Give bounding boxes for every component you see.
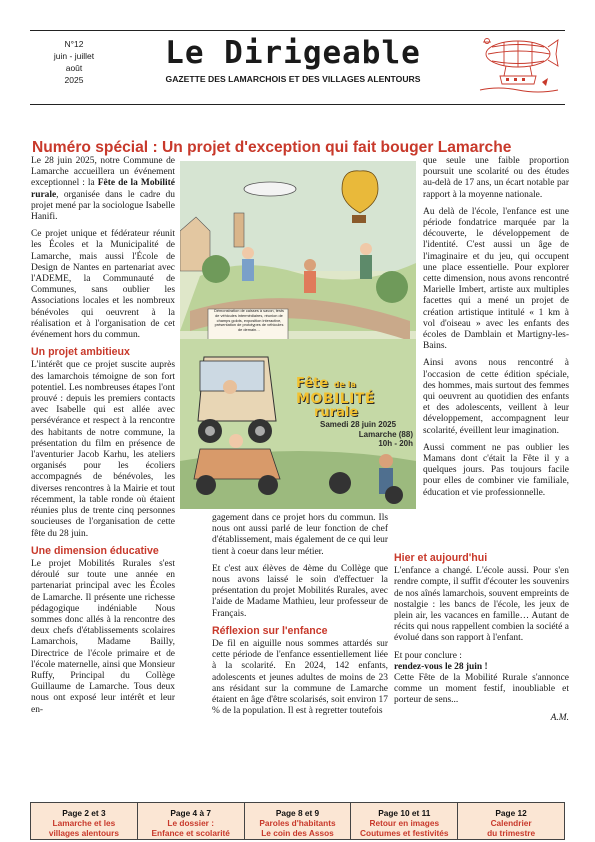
paragraph: que seule une faible proportion poursuit une scolarité ou des études au-delà de 17 ans, un écart notable par rapport à la moyenne nationale. (423, 156, 569, 200)
newspaper-title: Le Dirigeable (165, 35, 421, 71)
contents-pages: Page 12 (495, 808, 527, 818)
intro-text-b: , organisée dans le cadre du projet mené par la sociologue Isabelle Hanifi. (31, 189, 175, 223)
contents-title: Enfance et scolarité (151, 828, 230, 838)
section-heading-ambitieux: Un projet ambitieux (31, 346, 130, 359)
contents-item[interactable] (31, 803, 137, 839)
rendezvous-bold: rendez-vous le 28 juin ! (394, 661, 488, 672)
poster-date: Samedi 28 juin 2025 (320, 420, 397, 429)
contents-title: Retour en images (369, 818, 440, 828)
issue-year: 2025 (64, 75, 84, 85)
contents-title: du trimestre (487, 828, 536, 838)
airship-logo (478, 30, 560, 98)
issue-month2: août (65, 63, 83, 73)
paragraph: Ce projet unique et fédérateur réunit les Écoles et la Municipalité de Lamarche, mais aussi l'École de Design de Nantes en partenariat avec l'ADEME, la Communauté de Communes, sans oublier les Associations locales et les nombreux bénévoles qui oeuvrent à la réalisation et à l'organisation de cet événement hors du commun. (31, 229, 175, 341)
poster-event-details (320, 420, 416, 449)
section-heading-reflexion: Réflexion sur l'enfance (212, 624, 328, 637)
contents-title: Le dossier : (167, 818, 214, 828)
contents-item[interactable] (457, 803, 564, 839)
paragraph: L'enfance a changé. L'école aussi. Pour s'en rendre compte, il suffit d'écouter les souvenirs de nos aînés lamarchois, souvent empreints de nostalgie : les bancs de l'école, les jeux de plein air, les vacances en famille… Autant de récits qui nous rappellent combien la société a évolué dans son rapport à l'enfant. (394, 566, 569, 644)
paragraph-bold (394, 662, 569, 673)
contents-item[interactable] (244, 803, 351, 839)
contents-title: Coutumes et festivités (360, 828, 449, 838)
paragraph: Le projet Mobilités Rurales s'est déroulé sur toute une année en partenariat principal avec les Écoles de Lamarche. Il présente une richesse pédagogique indéniable Nous sommes donc allés à la rencontre des deux chefs d'établissements scolaires Lamarchois, Madame Bailly, Directrice de l'école primaire et de l'école maternelle, ainsi que Monsieur Ruffy, Principal du Collège Guillaume de Lamarche. Tous deux nous ont exposé leur intérêt et leur en- (31, 558, 175, 715)
poster-title (296, 375, 414, 420)
masthead (118, 34, 468, 84)
contents-title: Lamarche et les (52, 818, 116, 828)
contents-pages: Page 4 à 7 (170, 808, 211, 818)
paragraph: Et pour conclure : (394, 650, 462, 661)
article-column-2 (212, 513, 388, 717)
section-heading-hier: Hier et aujourd'hui (394, 552, 488, 564)
poster-callout: Démonstration de caisses à savon, tests de véhicules intermédiaires, réunion de champs golots, exposition interactive, présentation de prototypes de véhicules de demain… (214, 308, 284, 333)
contents-title: Calendrier (490, 818, 532, 828)
article-column-3-continued (394, 553, 569, 724)
contents-item[interactable] (137, 803, 244, 839)
issue-number: N°12 (64, 39, 84, 49)
paragraph: L'intérêt que ce projet suscite auprès des lamarchois témoigne de son fort potentiel. Les nombreuses étapes l'ont prouvé : depuis les premiers contacts avec Isabelle qui est allée avec persévérance et respect à la rencontre des habitants de notre commune, la présentation du film en présence de l'aventurier Jacob Karhu, les ateliers organisés pour les écoliers accompagnés de bénévoles, les diverses rencontres à la Mairie et tout récemment, la table ronde où étaient réunies plus de trente cinq personnes soucieuses de l'organisation de cette fête du 28 juin. (31, 360, 175, 539)
intro-paragraph (31, 156, 175, 223)
paragraph: Aussi comment ne pas oublier les Mamans dont c'était la Fête il y a quelques jours. Pas toujours facile pour elles de combiner vie familiale, éducation et vie professionnelle. (423, 442, 569, 498)
contents-title: Paroles d'habitants (259, 818, 336, 828)
poster-place: Lamarche (88) (358, 429, 413, 439)
intro-text-a: Le 28 juin 2025, notre Commune de Lamarche accueillera un événement exceptionnel : la (31, 156, 175, 189)
contents-pages: Page 2 et 3 (62, 808, 106, 818)
main-headline: Numéro spécial : Un projet d'exception qui fait bouger Lamarche (32, 139, 512, 156)
contents-item[interactable] (350, 803, 457, 839)
article-column-3 (423, 156, 569, 499)
poster-illustration (180, 161, 416, 509)
poster-hours: 10h - 20h (378, 439, 413, 449)
intro-bold: Fête de la Mobilité rurale (31, 178, 175, 200)
issue-info (44, 38, 104, 86)
contents-pages: Page 10 et 11 (378, 808, 431, 818)
contents-footer (30, 802, 565, 840)
poster-title-mobilite: MOBILITÉ (296, 391, 375, 407)
poster-title-fete: Fête (296, 376, 329, 391)
section-heading-educative: Une dimension éducative (31, 544, 159, 557)
header-rule-bottom (30, 104, 565, 105)
paragraph: De fil en aiguille nous sommes attardés sur cette période de l'enfance essentiellement liée à la scolarité. En 2024, 142 enfants, adolescents et jeunes adultes de moins de 23 ans résidant sur la commune de Lamarche étaient en âge d'être scolarisés, soit environ 17 % de la population. Il est à regretter toutefois (212, 639, 388, 717)
paragraph: gagement dans ce projet hors du commun. Ils nous ont aussi parlé de leur fonction de chef d'établissement, mais également de ce qui leur tient à coeur dans leur métier. (212, 513, 388, 557)
contents-title: villages alentours (48, 828, 119, 838)
paragraph: Cette Fête de la Mobilité Rurale s'annonce comme un moment festif, inoubliable et porteur de sens... (394, 673, 569, 706)
contents-title: Le coin des Assos (261, 828, 334, 838)
paragraph: Et c'est aux élèves de 4ème du Collège que nous avons laissé le soin d'effectuer la présentation du projet Mobilités Rurales, avec l'aide de Madame Mathieu, leur professeur de Français. (212, 563, 388, 619)
issue-months: juin - juillet (53, 51, 95, 61)
article-column-1 (31, 156, 175, 716)
poster-title-rurale: rurale (314, 405, 359, 420)
paragraph: Au delà de l'école, l'enfance est une période fondatrice marquée par la découverte, le développement de l'identité. C'est aussi un âge de l'imaginaire et du jeu, qui occupent une place essentielle. Pour explorer cette dimension, nous avons rencontré Marielle Imbert, artiste aux multiples facettes qui a mené un projet de création artistique intitulé « 1 km à vol d'oiseau » avec les enfants des écoles de Damblain et Martigny-les-Bains. (423, 206, 569, 352)
paragraph: Ainsi avons nous rencontré à l'occasion de cette édition spéciale, des hommes, mais surtout des femmes qui oeuvrent au quotidien des enfants et des adolescents, veillent à leur développement, accompagnent leur scolarité, éveillent leur imagination. (423, 358, 569, 436)
signature: A.M. (550, 712, 569, 723)
contents-pages: Page 8 et 9 (275, 808, 320, 818)
poster-title-de-la: de la (333, 380, 356, 389)
newspaper-subtitle: GAZETTE DES LAMARCHOIS ET DES VILLAGES ALENTOURS (165, 74, 421, 84)
event-poster (180, 161, 416, 509)
